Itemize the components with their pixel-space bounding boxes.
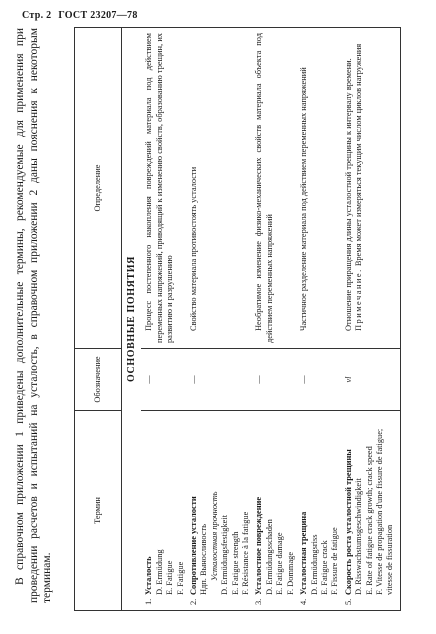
definition-text: Необратимое изменение физико-механических свойств материала объекта под действием переменных напряжений bbox=[254, 33, 274, 343]
term-cell bbox=[186, 411, 251, 611]
term-cell bbox=[341, 411, 401, 611]
definition-cell bbox=[251, 28, 296, 349]
header-definition: Определение bbox=[75, 28, 122, 349]
table-row bbox=[341, 28, 401, 611]
term-title: Усталостная трещина bbox=[299, 511, 309, 595]
term-number: 5. bbox=[343, 598, 353, 605]
term-equivalent: E. Fatigue damage bbox=[275, 532, 285, 595]
definition-cell bbox=[186, 28, 251, 349]
symbol-cell: — bbox=[251, 349, 296, 411]
term-title: Сопротивление усталости bbox=[189, 496, 199, 595]
term-title: Скорость роста усталостной трещины bbox=[343, 449, 353, 595]
definition-cell bbox=[341, 28, 401, 349]
note-text: Время может измеряться текущим числом циклов нагружения bbox=[354, 43, 364, 267]
term-equivalent: Усталостная прочность bbox=[209, 491, 219, 581]
table-row bbox=[141, 28, 186, 611]
term-equivalent: F. Fissure de fatigue bbox=[330, 527, 340, 595]
table-header-row bbox=[75, 28, 122, 611]
terms-table bbox=[74, 27, 401, 611]
symbol-cell: — bbox=[141, 349, 186, 411]
term-title: Усталость bbox=[144, 556, 154, 595]
term-equivalent: Ндп. Выносливость bbox=[199, 524, 209, 595]
term-number: 1. bbox=[144, 598, 154, 605]
term-equivalent: D. Risswachstumsgeschwindigkeit bbox=[354, 478, 364, 595]
header-term: Термин bbox=[75, 411, 122, 611]
term-equivalent: D. Ermüdungsschaden bbox=[264, 519, 274, 595]
table-row bbox=[186, 28, 251, 611]
term-number: 4. bbox=[299, 598, 309, 605]
section-title: ОСНОВНЫЕ ПОНЯТИЯ bbox=[122, 28, 142, 611]
symbol-cell: — bbox=[296, 349, 341, 411]
definition-cell bbox=[141, 28, 186, 349]
symbol-cell: — bbox=[186, 349, 251, 411]
definition-text: Отношение приращения длины усталостной трещины к интервалу времени. bbox=[343, 58, 353, 331]
term-equivalent: F. Résistance à la fatigue bbox=[241, 511, 251, 595]
definition-note bbox=[354, 33, 364, 343]
term-cell bbox=[296, 411, 341, 611]
rotated-page-content bbox=[14, 20, 419, 615]
definition-cell bbox=[296, 28, 341, 349]
term-number: 2. bbox=[189, 598, 199, 605]
term-equivalent: E. Fatigue crack bbox=[319, 540, 329, 595]
term-equivalent: D. Ermüdungsriss bbox=[309, 534, 319, 595]
term-cell bbox=[251, 411, 296, 611]
term-number: 3. bbox=[254, 598, 264, 605]
term-equivalent: F. Fatigue bbox=[175, 561, 185, 595]
intro-paragraph bbox=[14, 28, 55, 603]
term-title: Усталостное повреждение bbox=[254, 496, 264, 595]
table-row bbox=[296, 28, 341, 611]
header-symbol: Обозначение bbox=[75, 349, 122, 411]
definition-text: Свойство материала противостоять усталости bbox=[189, 166, 199, 331]
standard-code: ГОСТ 23207—78 bbox=[58, 10, 138, 21]
term-equivalent: E. Fatigue bbox=[165, 560, 175, 595]
term-equivalent: D. Ermüdung bbox=[154, 549, 164, 595]
term-equivalent: F. Vitesse de propagation d'une fissure de fatigue; vitesse de fissuration bbox=[374, 428, 395, 595]
section-row bbox=[122, 28, 142, 611]
term-equivalent: E. Rate of fatigue crack growth; crack speed bbox=[364, 446, 374, 595]
intro-text: В справочном приложении 1 приведены дополнительные термины, рекомендуемые для применения при проведении расчетов и испытаний на усталость, в справочном приложении 2 даны пояснения к некоторым терминам. bbox=[14, 28, 54, 603]
page-number: Стр. 2 bbox=[22, 10, 52, 21]
term-equivalent: F. Dommage bbox=[285, 551, 295, 595]
term-equivalent: D. Ermüdungsfestigkeit bbox=[220, 514, 230, 595]
definition-text: Частичное разделение материала под действием переменных напряжений bbox=[299, 67, 309, 331]
term-cell bbox=[141, 411, 186, 611]
term-equivalent: E. Fatigue strength bbox=[230, 531, 240, 595]
symbol-cell: vl bbox=[341, 349, 401, 411]
definition-text: Процесс постепенного накопления повреждений материала под действием переменных напряжений, приводящий к изменению свойств, образованию трещин, их развитию и разрушению bbox=[144, 33, 175, 343]
table-row bbox=[251, 28, 296, 611]
note-label: Примечание. bbox=[354, 268, 364, 331]
